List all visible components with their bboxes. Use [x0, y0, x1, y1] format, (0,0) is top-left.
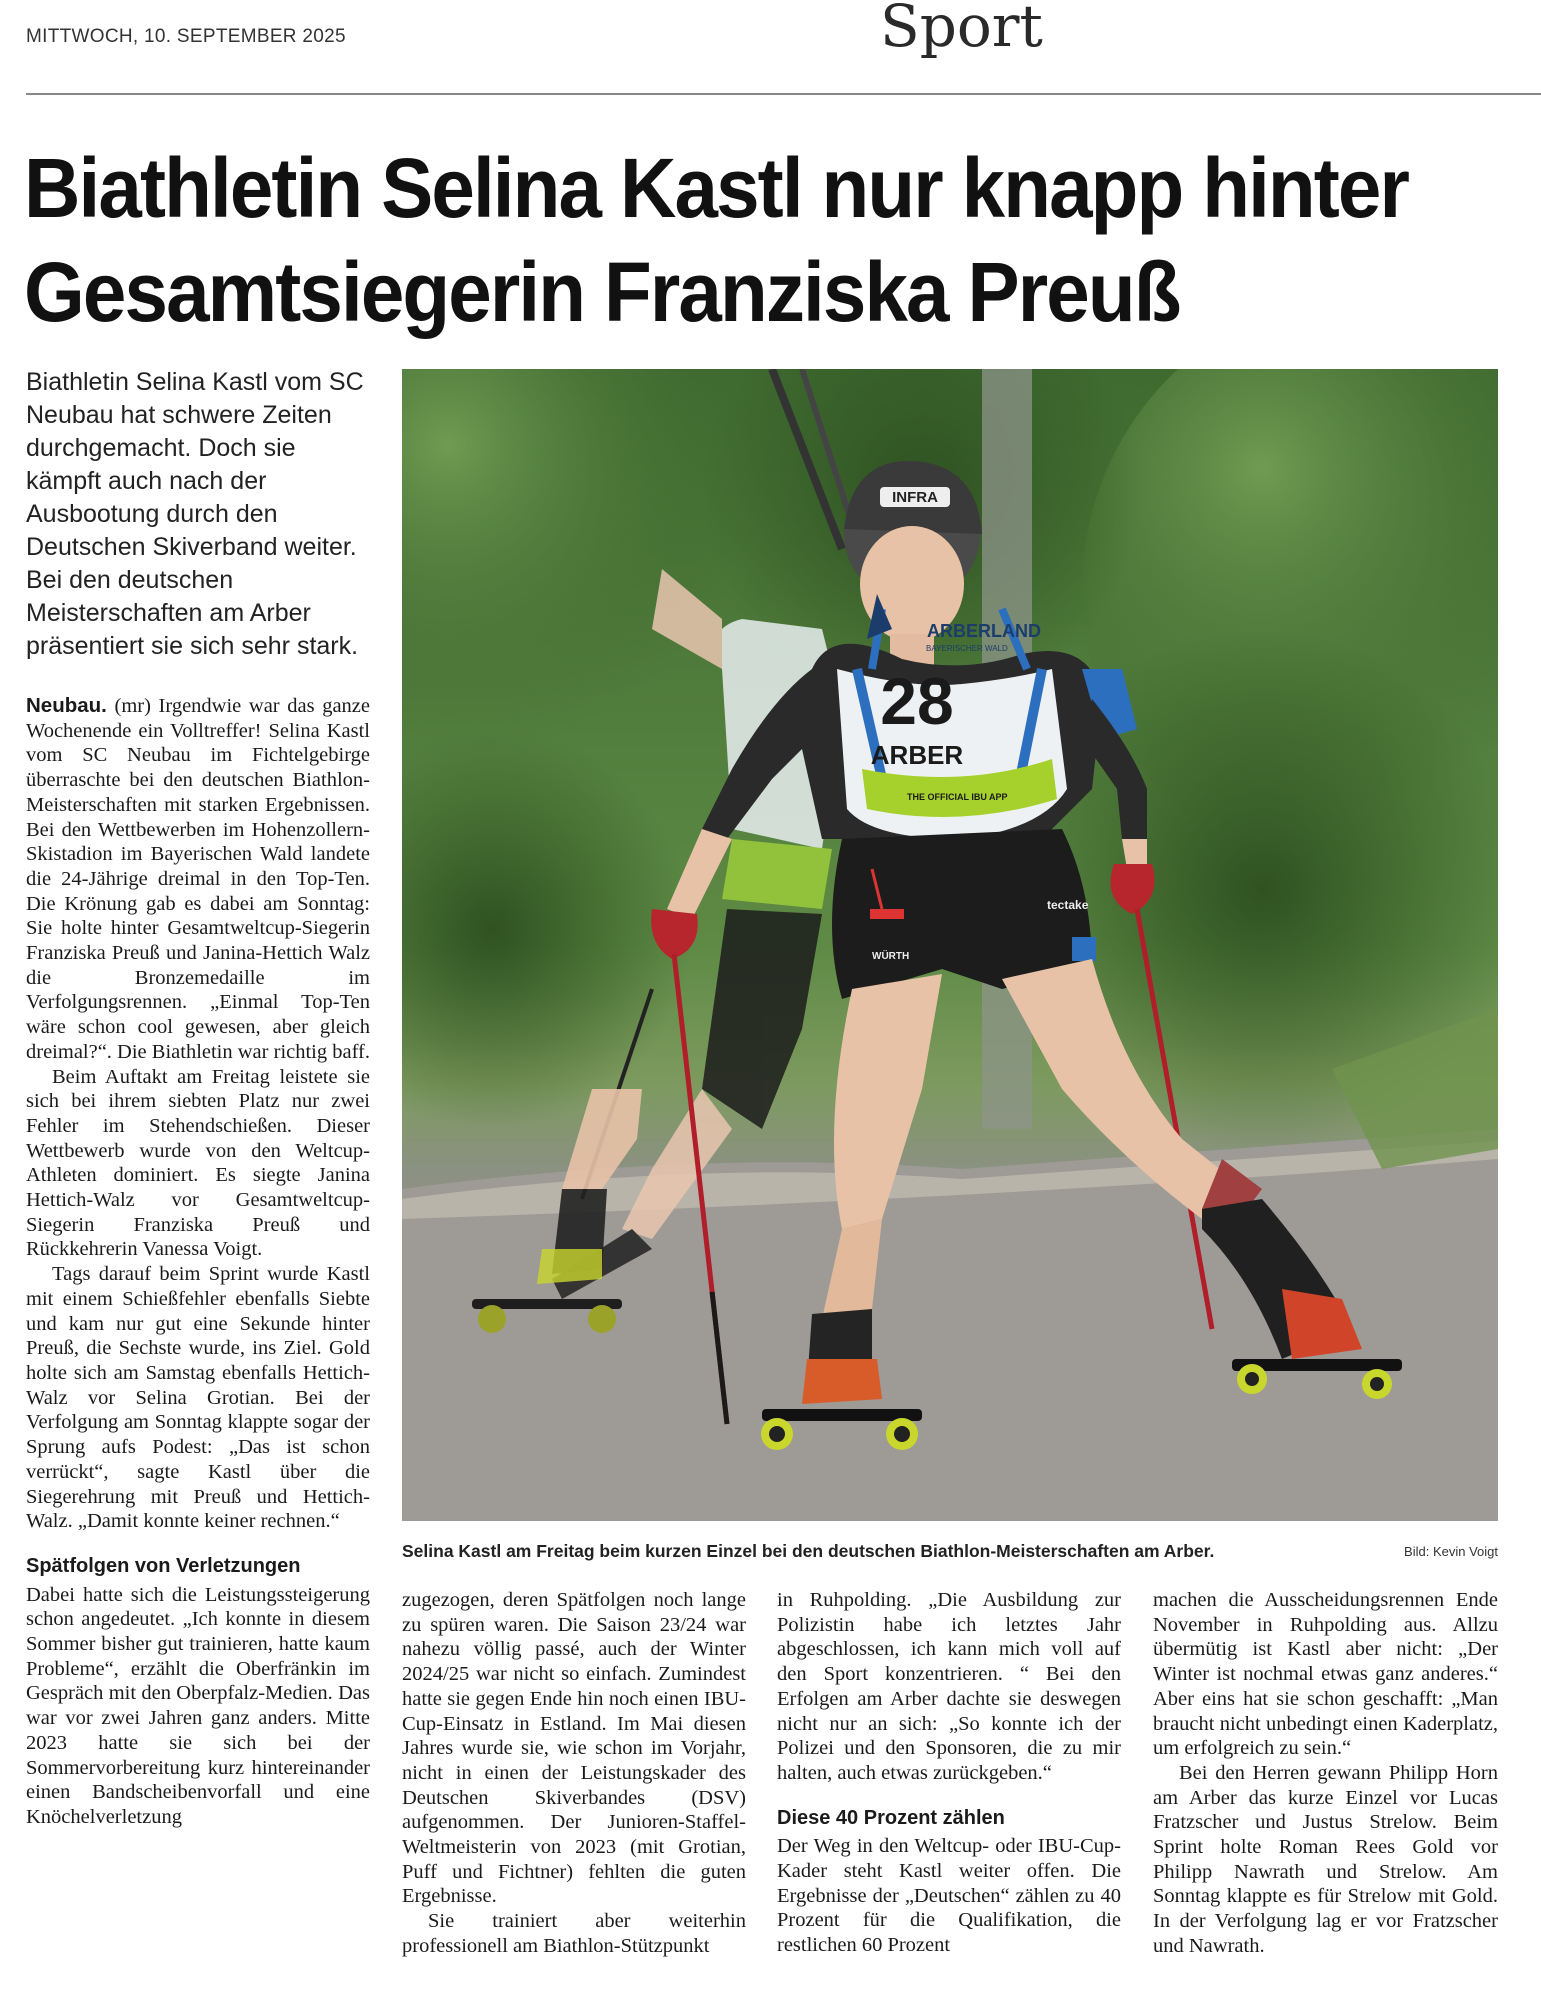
dateline: MITTWOCH, 10. SEPTEMBER 2025	[26, 26, 346, 47]
paragraph	[26, 694, 370, 1065]
helmet-text: INFRA	[892, 489, 938, 506]
paragraph: in Ruhpolding. „Die Ausbildung zur Polizistin habe ich letztes Jahr abgeschlossen, ich kann mich voll auf den Sport konzentrieren. “ Bei den Erfolgen am Arber dachte sie deswegen nicht nur an sich: „So konnte ich der Polizei und den Sponsoren, die zu mir halten, auch etwas zurückgeben.“	[777, 1589, 1121, 1784]
section-title: Sport	[880, 0, 1043, 60]
article-column-4	[1153, 1588, 1498, 1959]
paragraph: Bei den Herren gewann Philipp Horn am Arber das kurze Einzel vor Lucas Fratzscher und Justus Strelow. Beim Sprint holte Roman Rees Gold vor Philipp Nawrath und Strelow. Am Sonntag klappte es für Strelow mit Gold. In der Verfolgung lag er vor Fratzscher und Nawrath.	[1153, 1761, 1498, 1957]
photo-credit: Bild: Kevin Voigt	[1404, 1544, 1498, 1559]
article-column-2	[402, 1588, 746, 1959]
paragraph: Sie trainiert aber weiterhin professionell am Biathlon-Stützpunkt	[402, 1910, 746, 1957]
bib-strip-text: THE OFFICIAL IBU APP	[907, 792, 1008, 802]
paragraph-text: (mr) Irgendwie war das ganze Wochenende ein Volltreffer! Selina Kastl vom SC Neubau im Fichtelgebirge überraschte bei den deutschen Biathlon-Meisterschaften mit starken Ergebnissen. Bei den Wettbewerben im Hohenzollern-Skistadion im Bayerischen Wald landete die 24-Jährige dreimal in den Top-Ten. Die Krönung gab es dabei am Sonntag: Sie holte hinter Gesamtweltcup-Siegerin Franziska Preuß und Janina-Hettich Walz die Bronzemedaille im Verfolgungsrennen. „Einmal Top-Ten wäre schon cool gewesen, aber gleich dreimal?“. Die Biathletin war richtig baff.	[26, 695, 371, 1063]
bib-number: 28	[880, 664, 954, 738]
article-photo	[402, 369, 1498, 1521]
article-column-1	[26, 694, 370, 1830]
subheading: Diese 40 Prozent zählen	[777, 1806, 1005, 1829]
header-rule	[26, 93, 1541, 95]
paragraph: Beim Auftakt am Freitag leistete sie sich bei ihrem siebten Platz nur zwei Fehler im Stehendschießen. Dieser Wettbewerb wurde von den Weltcup-Athleten dominiert. Es siegte Janina Hettich-Walz vor Gesamtweltcup-Siegerin Franziska Preuß und Rückkehrerin Vanessa Voigt.	[26, 1065, 370, 1261]
article-column-3	[777, 1588, 1121, 1958]
subheading: Spätfolgen von Verletzungen	[26, 1554, 301, 1577]
paragraph: Der Weg in den Weltcup- oder IBU-Cup-Kader steht Kastl weiter offen. Die Ergebnisse der „Deutschen“ zählen zu 40 Prozent für die Qualifikation, die restlichen 60 Prozent	[777, 1835, 1121, 1957]
shorts-brand: WÜRTH	[872, 951, 910, 962]
paragraph: machen die Ausscheidungsrennen Ende November in Ruhpolding aus. Allzu übermütig ist Kastl aber nicht: „Der Winter ist nochmal etwas ganz anderes.“ Aber eins hat sie schon geschafft: „Man braucht nicht unbedingt einen Kaderplatz, um erfolgreich zu sein.“	[1153, 1589, 1498, 1760]
paragraph: Dabei hatte sich die Leistungssteigerung schon angedeutet. „Ich konnte in diesem Sommer bisher gut trainieren, hatte kaum Probleme“, erzählt die Oberfränkin im Gespräch mit den Oberpfalz-Medien. Das war vor zwei Jahren ganz anders. Mitte 2023 hatte sie sich bei der Sommervorbereitung kurz hintereinander einen Bandscheibenvorfall und eine Knöchelverletzung	[26, 1583, 370, 1828]
paragraph: Tags darauf beim Sprint wurde Kastl mit einem Schießfehler ebenfalls Siebte und kam nur gut eine Sekunde hinter Preuß, die Sechste wurde, ins Ziel. Gold holte sich am Samstag ebenfalls Hettich-Walz vor Selina Grotian. Bei der Verfolgung am Sonntag klappte sogar der Sprung aufs Podest: „Das ist schon verrückt“, sagte Kastl über die Siegerehrung mit Preuß und Hettich-Walz. „Damit konnte keiner rechnen.“	[26, 1263, 370, 1533]
dateline-place: Neubau.	[26, 694, 107, 717]
photo-illustration	[402, 369, 1498, 1521]
paragraph: zugezogen, deren Spätfolgen noch lange zu spüren waren. Die Saison 23/24 war nahezu völlig passé, auch der Winter 2024/25 war nicht so einfach. Zumindest hatte sie gegen Ende hin noch einen IBU-Cup-Einsatz in Estland. Im Mai diesen Jahres wurde sie, wie schon im Vorjahr, nicht in einen der Leistungskader des Deutschen Skiverbandes (DSV) aufgenommen. Der Junioren-Staffel-Weltmeisterin von 2023 (mit Grotian, Puff und Fichtner) fehlten die guten Ergebnisse.	[402, 1589, 746, 1908]
bib-sponsor-sub: BAYERISCHER WALD	[926, 644, 1008, 653]
shorts-text: tectake	[1047, 898, 1089, 912]
photo-caption: Selina Kastl am Freitag beim kurzen Einzel bei den deutschen Biathlon-Meisterschaften am Arber.	[402, 1541, 1215, 1561]
teaser: Biathletin Selina Kastl vom SC Neubau hat schwere Zeiten durchgemacht. Doch sie kämpft auch nach der Ausbootung durch den Deutschen Skiverband weiter. Bei den deutschen Meisterschaften am Arber präsentiert sie sich sehr stark.	[26, 368, 364, 660]
bib-sponsor: ARBERLAND	[927, 621, 1041, 641]
bib-place: ARBER	[870, 740, 964, 770]
headline: Biathletin Selina Kastl nur knapp hinter Gesamtsiegerin Franziska Preuß	[24, 141, 1409, 339]
